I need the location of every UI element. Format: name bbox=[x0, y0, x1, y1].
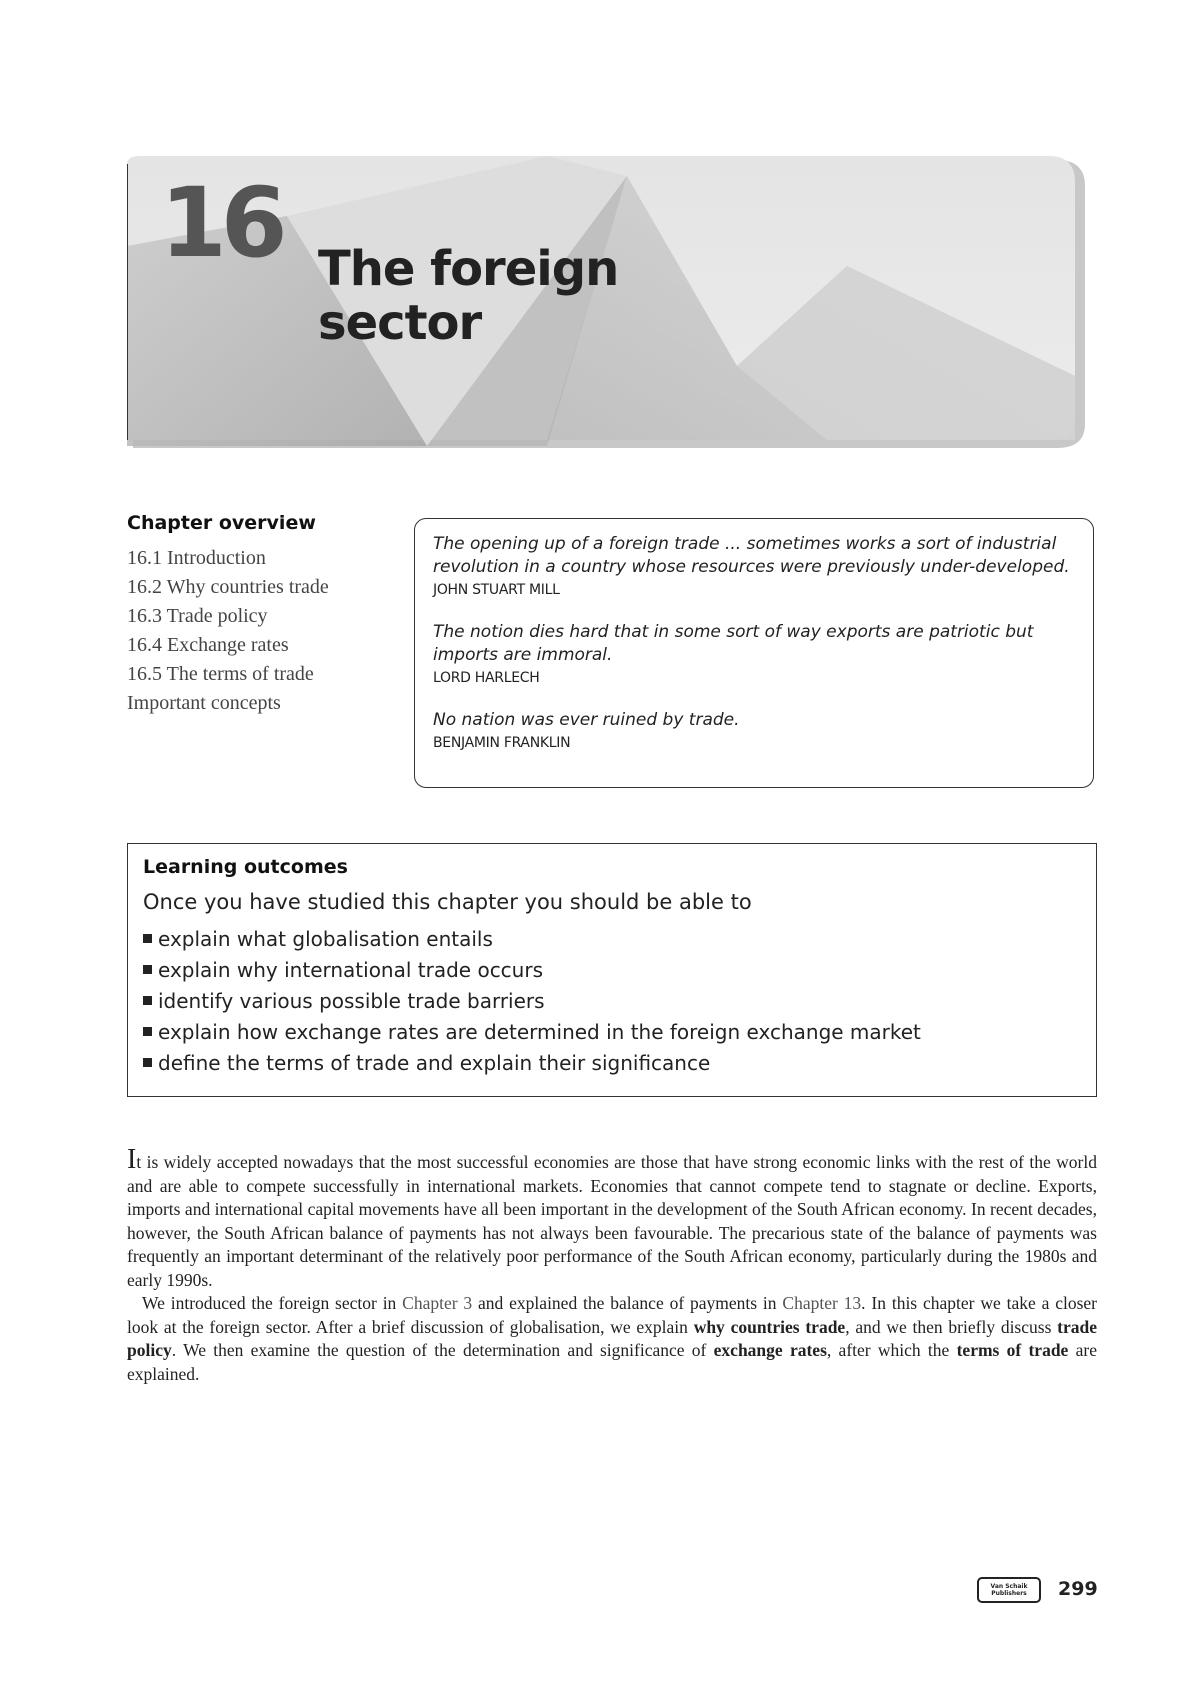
chapter-title bbox=[318, 242, 718, 350]
chapter-3-link[interactable]: Chapter 3 bbox=[402, 1293, 473, 1313]
quote-author: JOHN STUART MILL bbox=[433, 582, 560, 598]
learning-outcomes-heading: Learning outcomes bbox=[143, 856, 348, 878]
chapter-title-line2: sector bbox=[318, 295, 482, 351]
outcome-text: explain how exchange rates are determined in the foreign exchange market bbox=[158, 1020, 921, 1044]
key-term: exchange rates bbox=[713, 1340, 827, 1360]
key-term: trade policy bbox=[127, 1316, 1098, 1360]
chapter-13-link[interactable]: Chapter 13 bbox=[782, 1293, 862, 1313]
outcome-text: define the terms of trade and explain their significance bbox=[158, 1051, 711, 1075]
body-text bbox=[127, 1144, 1098, 1386]
outcome-item bbox=[143, 1048, 1081, 1079]
overview-item[interactable]: 16.1 Introduction bbox=[127, 547, 266, 569]
chapter-overview bbox=[127, 512, 407, 718]
outcome-item bbox=[143, 924, 1081, 955]
drop-cap: I bbox=[127, 1144, 137, 1175]
body-paragraph: We introduced the foreign sector in Chapter 3 and explained the balance of payments in Chapter 13. In this chapter we take a closer look at the foreign sector. After a brief discussion of globalisation, we explain why countries trade, and we then briefly discuss trade policy. We then examine the question of the determination and significance of exchange rates, after which the terms of trade are explained. bbox=[127, 1293, 1098, 1384]
quote bbox=[433, 709, 1075, 754]
chapter-title-line1: The foreign bbox=[318, 241, 619, 297]
square-bullet-icon bbox=[143, 934, 152, 943]
overview-item[interactable]: Important concepts bbox=[127, 692, 281, 714]
quote-text: The opening up of a foreign trade ... sometimes works a sort of industrial revolution in a country whose resources were previously under-developed. bbox=[433, 534, 1070, 577]
square-bullet-icon bbox=[143, 996, 152, 1005]
outcome-item bbox=[143, 986, 1081, 1017]
publisher-logo-text: Van Schaik Publishers bbox=[990, 1583, 1028, 1597]
outcome-item bbox=[143, 955, 1081, 986]
overview-item[interactable]: 16.2 Why countries trade bbox=[127, 576, 329, 598]
square-bullet-icon bbox=[143, 1058, 152, 1067]
learning-outcomes bbox=[127, 843, 1097, 1097]
publisher-logo bbox=[977, 1577, 1041, 1603]
key-term: terms of trade bbox=[956, 1340, 1069, 1360]
outcome-text: identify various possible trade barriers bbox=[158, 989, 545, 1013]
learning-outcomes-intro: Once you have studied this chapter you should be able to bbox=[143, 890, 752, 914]
page-number: 299 bbox=[1058, 1578, 1098, 1600]
square-bullet-icon bbox=[143, 965, 152, 974]
key-term: why countries trade bbox=[693, 1316, 846, 1337]
quote-text: The notion dies hard that in some sort of way exports are patriotic but imports are immoral. bbox=[433, 622, 1034, 665]
quote bbox=[433, 621, 1075, 689]
overview-item[interactable]: 16.4 Exchange rates bbox=[127, 634, 289, 656]
outcome-item bbox=[143, 1017, 1081, 1048]
quote-author: LORD HARLECH bbox=[433, 670, 540, 686]
overview-item[interactable]: 16.5 The terms of trade bbox=[127, 663, 314, 685]
chapter-number: 16 bbox=[160, 167, 282, 279]
chapter-overview-heading: Chapter overview bbox=[127, 512, 316, 534]
quotes-box bbox=[414, 518, 1094, 788]
square-bullet-icon bbox=[143, 1027, 152, 1036]
quote-author: BENJAMIN FRANKLIN bbox=[433, 735, 571, 751]
quote-text: No nation was ever ruined by trade. bbox=[433, 710, 740, 730]
outcome-text: explain what globalisation entails bbox=[158, 927, 493, 951]
outcome-text: explain why international trade occurs bbox=[158, 958, 543, 982]
quote bbox=[433, 533, 1075, 601]
overview-item[interactable]: 16.3 Trade policy bbox=[127, 605, 268, 627]
body-paragraph: It is widely accepted nowadays that the most successful economies are those that have strong economic links with the rest of the world and are able to compete successfully in international markets. Economies that cannot compete tend to stagnate or decline. Exports, imports and international capital movements have all been important in the development of the South African economy. In recent decades, however, the South African balance of payments has not always been favourable. The precarious state of the balance of payments was frequently an important determinant of the relatively poor performance of the South African economy, particularly during the 1980s and early 1990s. bbox=[127, 1144, 1097, 1290]
